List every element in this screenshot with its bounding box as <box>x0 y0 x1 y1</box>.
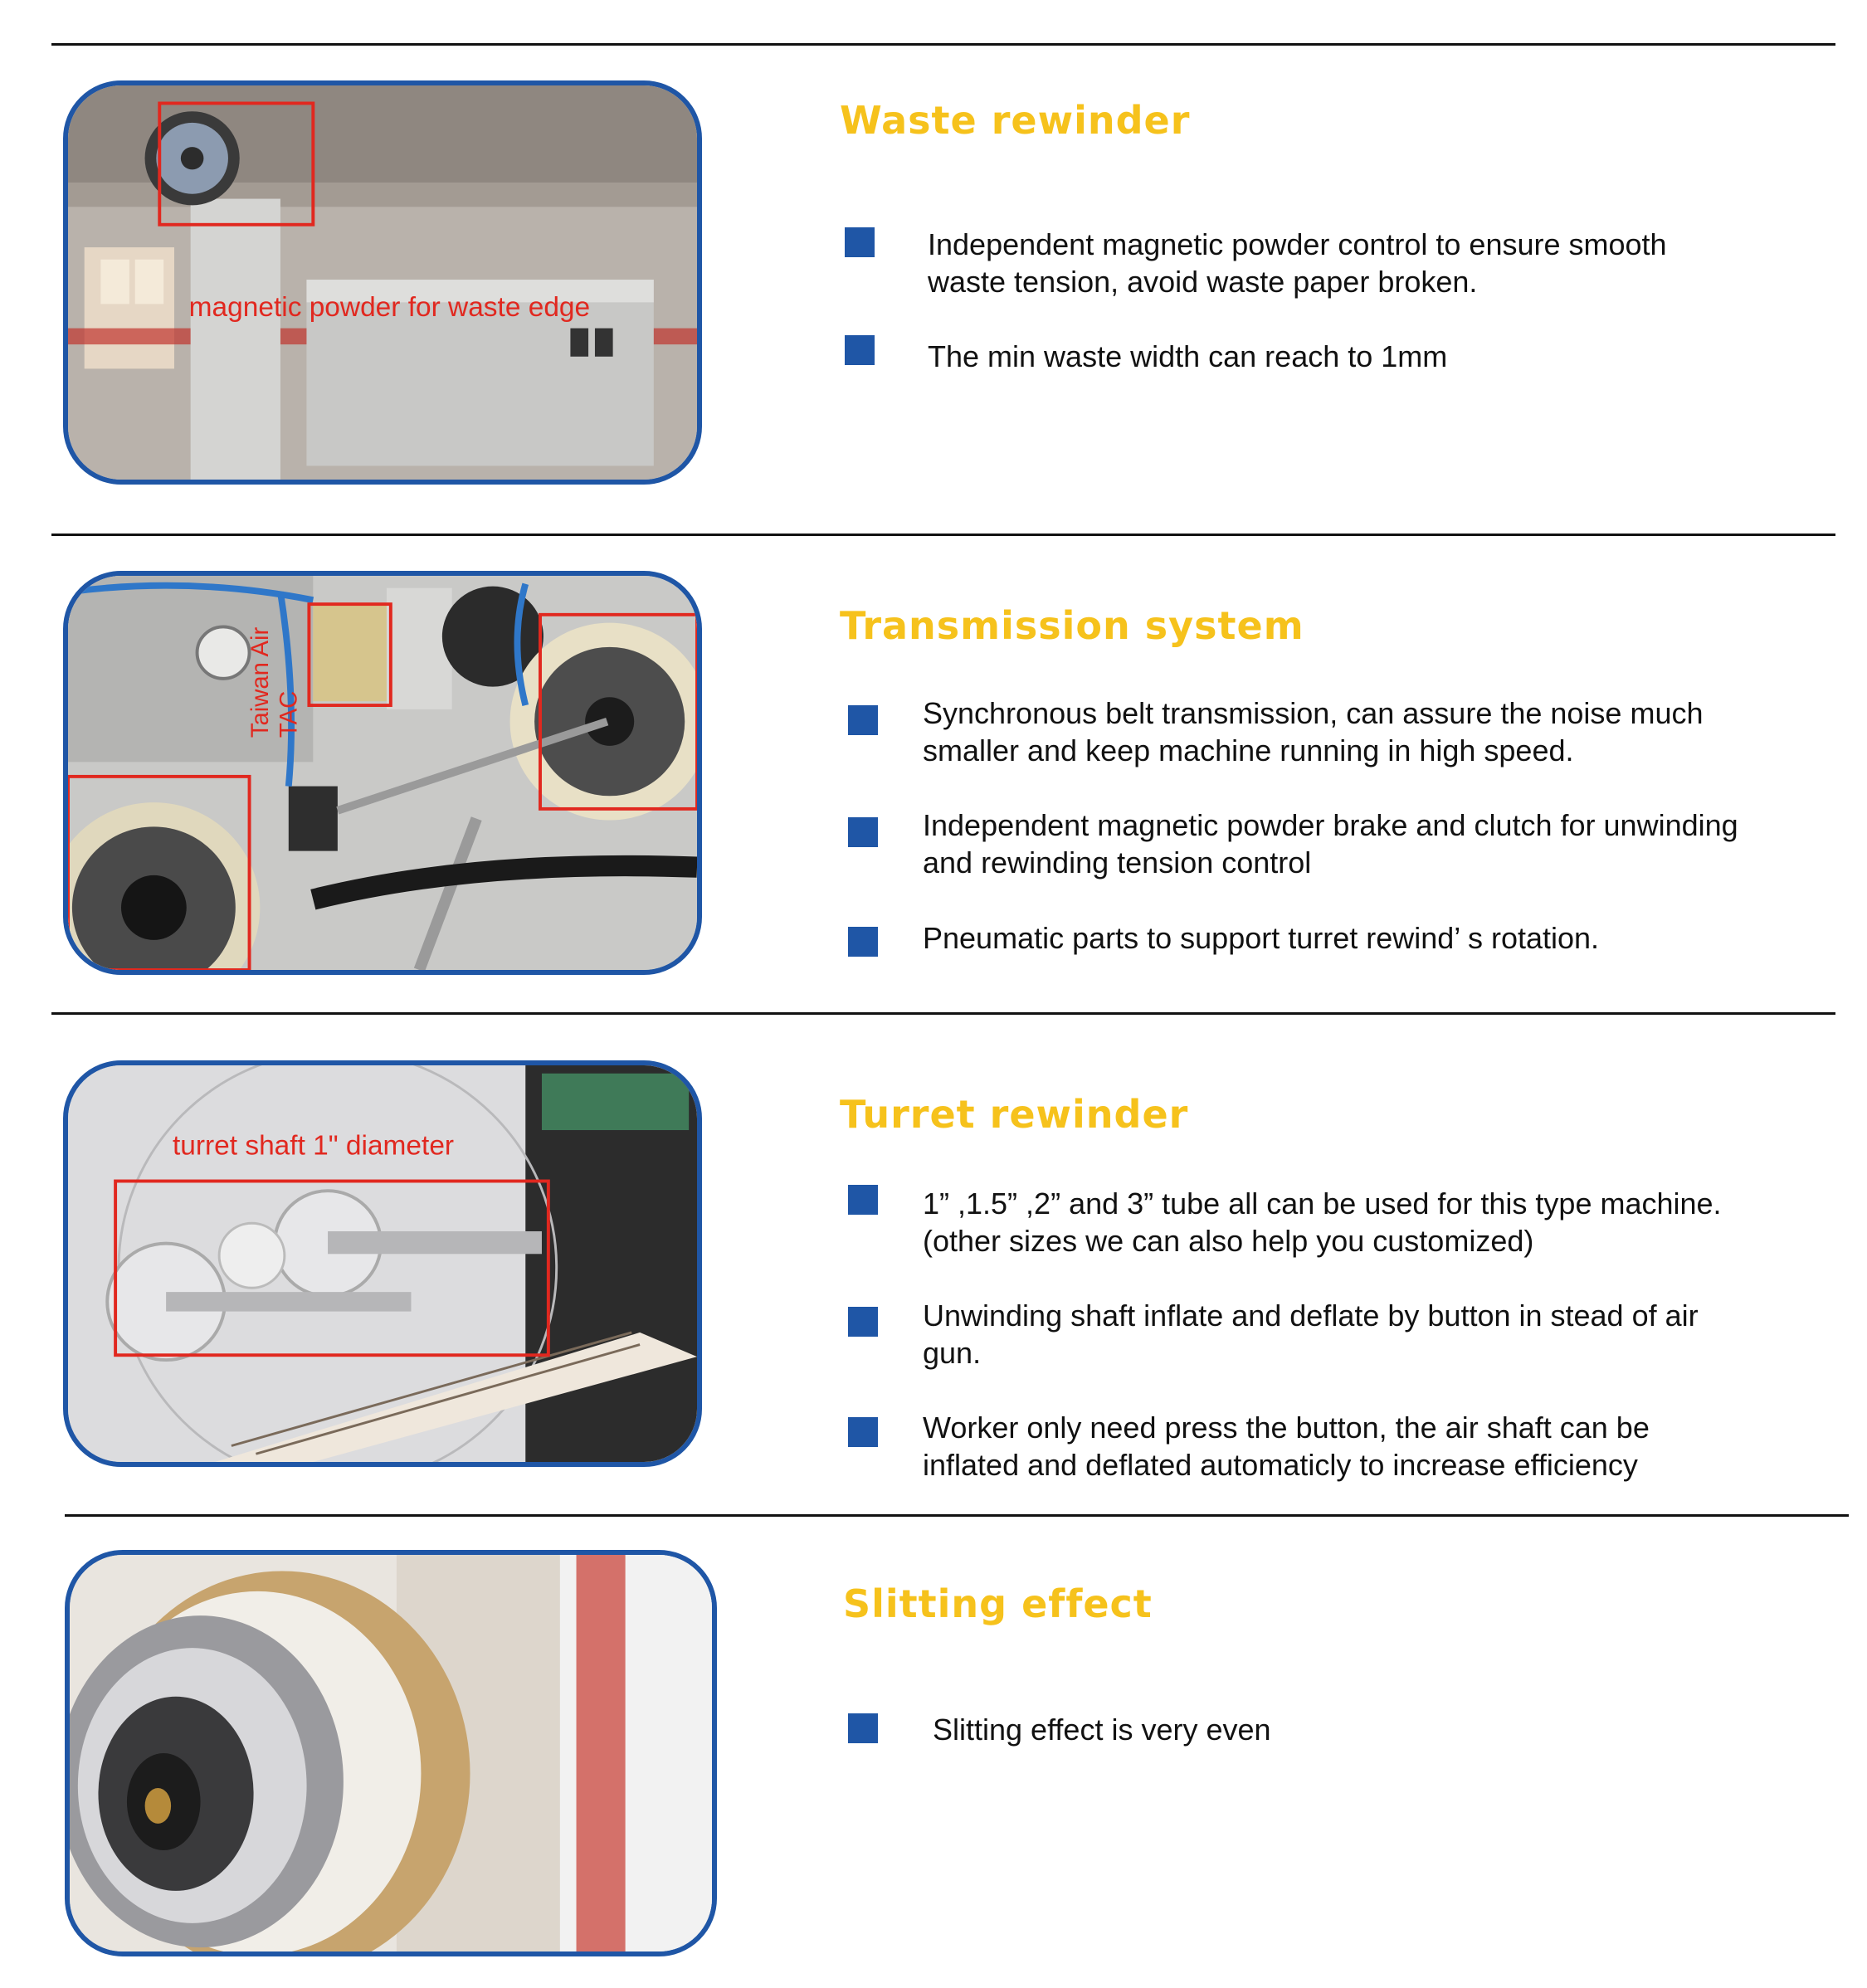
bullet-marker <box>848 1307 878 1337</box>
section-title-transmission-system: Transmission system <box>840 603 1304 648</box>
bullet-text: Unwinding shaft inflate and deflate by button in stead of air gun. <box>923 1299 1699 1370</box>
bullet-text: Slitting effect is very even <box>933 1713 1271 1747</box>
bullet-text: 1” ,1.5” ,2” and 3” tube all can be used for this type machine. (other sizes we can also help you customized) <box>923 1186 1722 1258</box>
bullet-text: Worker only need press the button, the air shaft can be inflated and deflated automaticly to increase efficiency <box>923 1411 1650 1482</box>
bullet-text: Independent magnetic powder brake and clutch for unwinding and rewinding tension control <box>923 808 1738 879</box>
bullet-marker <box>848 1417 878 1447</box>
bullet-marker <box>848 1185 878 1215</box>
divider-3 <box>65 1514 1849 1517</box>
bullet-marker <box>848 705 878 735</box>
photo-caption-waste: magnetic powder for waste edge <box>188 292 591 323</box>
section-title-slitting-effect: Slitting effect <box>843 1581 1153 1626</box>
bullet-text: Synchronous belt transmission, can assure the noise much smaller and keep machine running in high speed. <box>923 696 1704 767</box>
photo-caption-taiwan-air: Taiwan Air <box>246 626 275 738</box>
divider-2 <box>51 1012 1835 1015</box>
bullet-marker <box>845 227 875 257</box>
bullet-text: Independent magnetic powder control to ensure smooth waste tension, avoid waste paper broken. <box>928 227 1667 299</box>
photo-caption-turret-shaft: turret shaft 1" diameter <box>173 1130 455 1162</box>
section-title-waste-rewinder: Waste rewinder <box>840 98 1191 143</box>
bullet-text: Pneumatic parts to support turret rewind’ s rotation. <box>923 921 1600 955</box>
photo-caption-tac: TAC <box>275 690 303 738</box>
turret-rewinder-photo <box>63 1060 702 1467</box>
bullet-text: The min waste width can reach to 1mm <box>928 339 1448 373</box>
bullet-marker <box>845 335 875 365</box>
divider-1 <box>51 534 1835 536</box>
slitting-effect-photo <box>65 1550 717 1956</box>
section-title-turret-rewinder: Turret rewinder <box>840 1092 1189 1137</box>
waste-rewinder-photo <box>63 80 702 485</box>
divider-top <box>51 43 1835 46</box>
transmission-system-photo <box>63 571 702 975</box>
bullet-marker <box>848 927 878 957</box>
bullet-marker <box>848 817 878 847</box>
bullet-marker <box>848 1713 878 1743</box>
